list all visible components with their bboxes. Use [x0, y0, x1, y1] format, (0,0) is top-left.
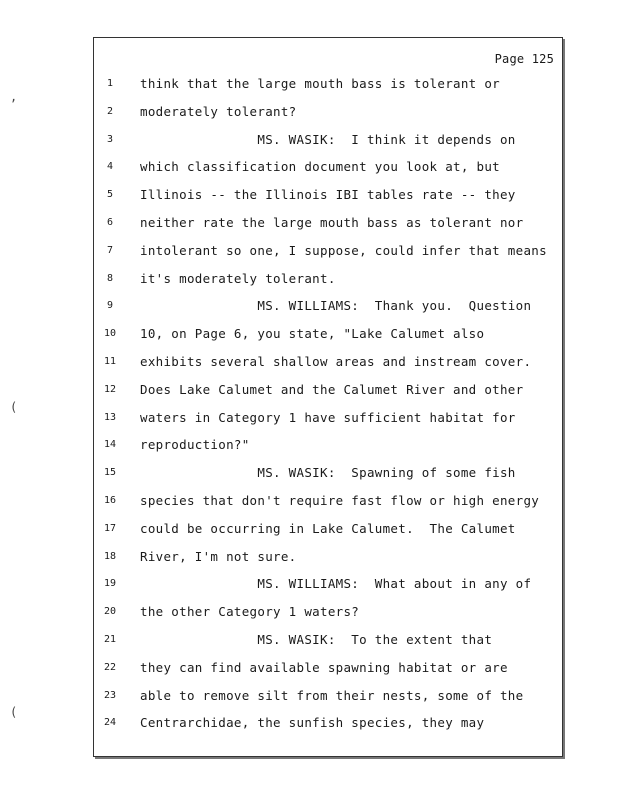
- line-number: 22: [103, 661, 117, 673]
- transcript-line: [94, 185, 562, 205]
- transcript-line: [94, 213, 562, 233]
- transcript-line: [94, 352, 562, 372]
- transcript-line: [94, 130, 562, 150]
- line-text: able to remove silt from their nests, some of the: [140, 687, 524, 703]
- page-number-header: Page 125: [494, 52, 554, 66]
- line-text: they can find available spawning habitat or are: [140, 659, 508, 675]
- line-number: 11: [103, 356, 117, 367]
- margin-mark-bottom: (: [10, 705, 18, 719]
- transcript-page: [93, 37, 563, 757]
- line-number: 15: [103, 467, 117, 479]
- transcript-line: [94, 547, 562, 567]
- line-number: 4: [106, 161, 114, 173]
- transcript-line: [94, 296, 562, 316]
- line-text: it's moderately tolerant.: [140, 270, 336, 286]
- line-text: think that the large mouth bass is tolerant or: [140, 76, 500, 91]
- transcript-line: [94, 686, 562, 706]
- margin-mark-top: ,: [10, 90, 18, 104]
- transcript-line: [94, 241, 562, 261]
- line-number: 10: [103, 328, 117, 340]
- line-number: 19: [103, 578, 117, 590]
- transcript-line: [94, 630, 562, 650]
- line-number: 7: [106, 244, 114, 256]
- line-text: moderately tolerant?: [140, 103, 297, 119]
- line-number: 21: [103, 634, 117, 645]
- line-text: neither rate the large mouth bass as tolerant nor: [140, 215, 524, 230]
- line-number: 20: [103, 606, 117, 618]
- line-number: 24: [103, 717, 117, 729]
- line-text: exhibits several shallow areas and instream cover.: [140, 354, 532, 369]
- line-number: 12: [103, 383, 117, 395]
- line-text: which classification document you look at, but: [140, 159, 500, 175]
- line-text: Illinois -- the Illinois IBI tables rate -- they: [140, 187, 516, 203]
- line-number: 18: [103, 550, 117, 562]
- transcript-line: [94, 574, 562, 594]
- transcript-line: [94, 324, 562, 344]
- transcript-line: [94, 102, 562, 122]
- transcript-line: [94, 519, 562, 539]
- line-text: waters in Category 1 have sufficient habitat for: [140, 409, 516, 425]
- transcript-line: [94, 602, 562, 622]
- line-text: 10, on Page 6, you state, "Lake Calumet also: [140, 326, 485, 342]
- transcript-line: [94, 491, 562, 511]
- transcript-line: [94, 463, 562, 483]
- line-number: 16: [103, 495, 117, 506]
- transcript-line: [94, 713, 562, 733]
- line-text: Does Lake Calumet and the Calumet River and other: [140, 381, 524, 397]
- line-text: Centrarchidae, the sunfish species, they may: [140, 715, 485, 731]
- line-number: 5: [106, 189, 114, 201]
- line-text: species that don't require fast flow or high energy: [140, 493, 540, 508]
- transcript-line: [94, 435, 562, 455]
- line-text: MS. WASIK: I think it depends on: [140, 131, 516, 147]
- line-text: MS. WILLIAMS: What about in any of: [140, 576, 532, 592]
- transcript-line: [94, 408, 562, 428]
- line-number: 3: [106, 133, 114, 145]
- transcript-line: [94, 157, 562, 177]
- line-number: 14: [103, 439, 117, 451]
- line-text: the other Category 1 waters?: [140, 604, 360, 620]
- line-number: 9: [106, 300, 114, 312]
- line-number: 17: [103, 522, 117, 534]
- line-text: reproduction?": [140, 437, 250, 453]
- line-text: MS. WASIK: To the extent that: [140, 632, 493, 647]
- margin-mark-middle: (: [10, 400, 18, 414]
- line-text: MS. WASIK: Spawning of some fish: [140, 465, 516, 481]
- line-text: River, I'm not sure.: [140, 548, 297, 564]
- line-text: could be occurring in Lake Calumet. The Calumet: [140, 520, 516, 536]
- line-number: 2: [106, 105, 114, 117]
- line-text: MS. WILLIAMS: Thank you. Question: [140, 298, 532, 314]
- line-number: 13: [103, 411, 117, 423]
- line-text: intolerant so one, I suppose, could infer that means: [140, 242, 547, 258]
- line-number: 23: [103, 689, 117, 701]
- line-number: 6: [106, 217, 114, 228]
- line-number: 8: [106, 272, 114, 284]
- transcript-line: [94, 658, 562, 678]
- line-number: 1: [106, 78, 114, 89]
- transcript-line: [94, 74, 562, 94]
- transcript-line: [94, 380, 562, 400]
- transcript-line: [94, 269, 562, 289]
